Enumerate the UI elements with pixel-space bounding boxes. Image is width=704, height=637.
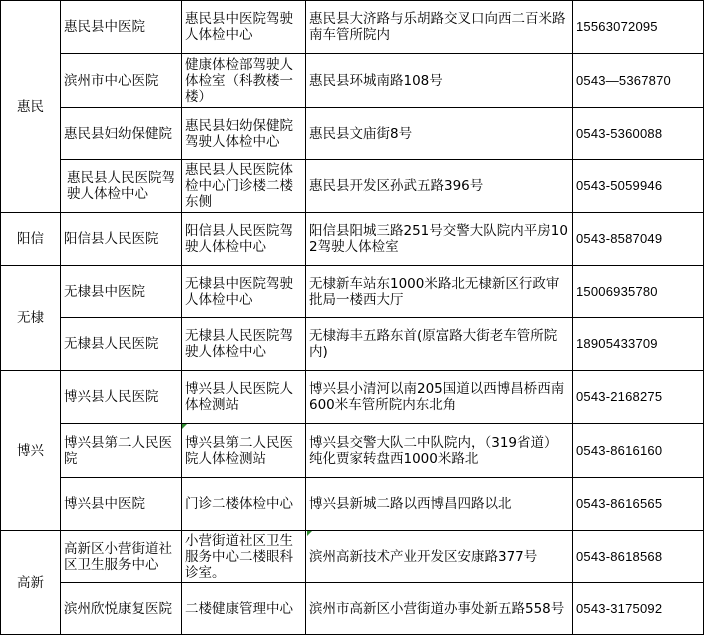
region-cell: 高新 [1,531,61,635]
region-cell: 无棣 [1,266,61,371]
hospital-cell: 惠民县人民医院驾驶人体检中心 [61,160,182,213]
table-row [1,318,704,371]
address-cell: 惠民县大济路与乐胡路交叉口向西二百米路南车管所院内 [306,1,573,54]
table-row [1,108,704,160]
hospital-cell: 无棣县中医院 [61,266,182,318]
exam-center-cell: 阳信县人民医院驾驶人体检中心 [182,213,306,266]
exam-center-cell: 小营街道社区卫生服务中心二楼眼科诊室。 [182,531,306,583]
table-row [1,266,704,318]
phone-cell: 0543—5367870 [573,54,704,108]
address-cell: 博兴县小清河以南205国道以西博昌桥西南600米车管所院内东北角 [306,371,573,424]
hospital-cell: 博兴县第二人民医院 [61,424,182,478]
phone-cell: 0543-5360088 [573,108,704,160]
phone-cell: 0543-8618568 [573,531,704,583]
phone-cell: 0543-2168275 [573,371,704,424]
table-row [1,54,704,108]
address-cell: 滨州高新技术产业开发区安康路377号 [306,531,573,583]
exam-center-cell: 无棣县人民医院驾驶人体检中心 [182,318,306,371]
exam-center-cell: 博兴县人民医院人体检测站 [182,371,306,424]
cell-comment-marker [307,531,312,536]
exam-center-cell: 博兴县第二人民医院人体检测站 [182,424,306,478]
phone-cell: 15006935780 [573,266,704,318]
exam-center-cell: 健康体检部驾驶人体检室（科教楼一楼） [182,54,306,108]
phone-cell: 0543-8587049 [573,213,704,266]
region-cell: 惠民 [1,1,61,213]
table-row [1,213,704,266]
hospital-cell: 阳信县人民医院 [61,213,182,266]
cell-comment-marker [182,424,187,429]
exam-center-cell: 门诊二楼体检中心 [182,478,306,531]
hospital-cell: 滨州欣悦康复医院 [61,583,182,635]
hospital-cell: 滨州市中心医院 [61,54,182,108]
phone-cell: 15563072095 [573,1,704,54]
phone-cell: 18905433709 [573,318,704,371]
table-row [1,160,704,213]
exam-center-cell: 惠民县人民医院体检中心门诊楼二楼东侧 [182,160,306,213]
hospital-cell: 博兴县人民医院 [61,371,182,424]
table-row [1,371,704,424]
table-row [1,478,704,531]
exam-center-cell: 惠民县妇幼保健院驾驶人体检中心 [182,108,306,160]
address-cell: 滨州市高新区小营街道办事处新五路558号 [306,583,573,635]
phone-cell: 0543-8616565 [573,478,704,531]
address-cell: 博兴县交警大队二中队院内，（319省道）纯化贾家转盘西1000米路北 [306,424,573,478]
table-row [1,1,704,54]
address-cell: 无棣新车站东1000米路北无棣新区行政审批局一楼西大厅 [306,266,573,318]
exam-center-cell: 二楼健康管理中心 [182,583,306,635]
exam-center-cell: 惠民县中医院驾驶人体检中心 [182,1,306,54]
hospital-cell: 惠民县妇幼保健院 [61,108,182,160]
exam-center-cell: 无棣县中医院驾驶人体检中心 [182,266,306,318]
region-cell: 阳信 [1,213,61,266]
region-cell: 博兴 [1,371,61,531]
table-row [1,583,704,635]
phone-cell: 0543-3175092 [573,583,704,635]
hospital-cell: 高新区小营街道社区卫生服务中心 [61,531,182,583]
address-cell: 惠民县环城南路108号 [306,54,573,108]
address-cell: 惠民县文庙街8号 [306,108,573,160]
address-cell: 无棣海丰五路东首(原富路大街老车管所院内) [306,318,573,371]
hospital-cell: 无棣县人民医院 [61,318,182,371]
table-row [1,531,704,583]
address-cell: 阳信县阳城三路251号交警大队院内平房102驾驶人体检室 [306,213,573,266]
address-cell: 博兴县新城二路以西博昌四路以北 [306,478,573,531]
phone-cell: 0543-8616160 [573,424,704,478]
table-row [1,424,704,478]
hospital-cell: 惠民县中医院 [61,1,182,54]
address-cell: 惠民县开发区孙武五路396号 [306,160,573,213]
phone-cell: 0543-5059946 [573,160,704,213]
hospital-cell: 博兴县中医院 [61,478,182,531]
